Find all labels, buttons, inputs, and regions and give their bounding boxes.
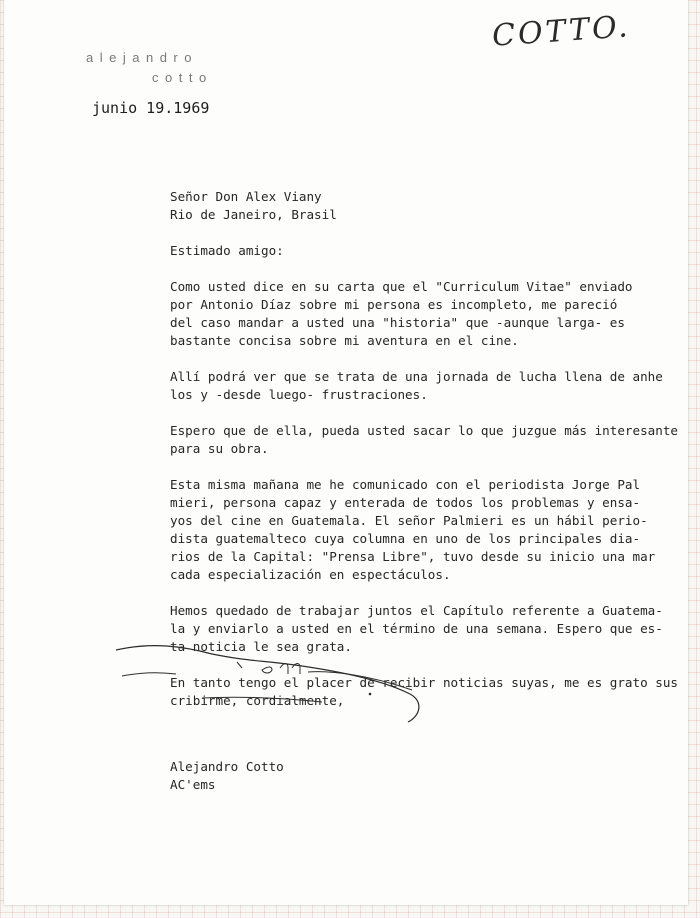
paragraph-line: rios de la Capital: "Prensa Libre", tuvo desde su inicio una mar <box>170 549 656 564</box>
paragraph-line: En tanto tengo el placer de recibir noticias suyas, me es grato sus <box>170 675 678 690</box>
signature-block <box>170 758 670 794</box>
paragraph-2 <box>170 368 670 404</box>
address-line: Señor Don Alex Viany <box>170 189 322 204</box>
paragraph-line: cribirme, cordialmente, <box>170 693 345 708</box>
paragraph-1 <box>170 278 670 350</box>
letter-date: junio 19.1969 <box>92 99 210 117</box>
paragraph-line: Esta misma mañana me he comunicado con el periodista Jorge Pal <box>170 477 641 492</box>
handwritten-note: COTTO. <box>490 9 632 54</box>
signature-name: Alejandro Cotto <box>170 759 284 774</box>
paragraph-3 <box>170 422 678 458</box>
paragraph-line: ta noticia le sea grata. <box>170 639 352 654</box>
letterhead <box>86 48 213 88</box>
paragraph-line: mieri, persona capaz y enterada de todos los problemas y ensa- <box>170 495 641 510</box>
salutation-text: Estimado amigo: <box>170 243 284 258</box>
paragraph-line: la y enviarlo a usted en el término de una semana. Espero que es- <box>170 621 663 636</box>
paragraph-line: Hemos quedado de trabajar juntos el Capítulo referente a Guatema- <box>170 603 663 618</box>
address-block <box>170 188 670 224</box>
letter-page <box>4 0 688 905</box>
paragraph-line: para su obra. <box>170 441 269 456</box>
signature-initials: AC'ems <box>170 777 216 792</box>
paragraph-line: los y -desde luego- frustraciones. <box>170 387 428 402</box>
paragraph-line: yos del cine en Guatemala. El señor Palmieri es un hábil perio- <box>170 513 648 528</box>
handwritten-signature <box>112 632 432 732</box>
letterhead-line-2: cotto <box>152 70 213 85</box>
paragraph-line: dista guatemalteco cuya columna en uno de los principales dia- <box>170 531 641 546</box>
paragraph-line: bastante concisa sobre mi aventura en el cine. <box>170 333 519 348</box>
paragraph-4 <box>170 476 670 584</box>
paragraph-line: por Antonio Díaz sobre mi persona es incompleto, me pareció <box>170 297 618 312</box>
paragraph-line: cada especialización en espectáculos. <box>170 567 451 582</box>
address-line: Rio de Janeiro, Brasil <box>170 207 337 222</box>
paragraph-line: Espero que de ella, pueda usted sacar lo que juzgue más interesante <box>170 423 678 438</box>
paragraph-line: Como usted dice en su carta que el "Curriculum Vitae" enviado <box>170 279 633 294</box>
paragraph-line: Allí podrá ver que se trata de una jornada de lucha llena de anhe <box>170 369 663 384</box>
letterhead-line-1: alejandro <box>86 50 198 65</box>
paragraph-line: del caso mandar a usted una "historia" que -aunque larga- es <box>170 315 625 330</box>
salutation <box>170 242 670 260</box>
